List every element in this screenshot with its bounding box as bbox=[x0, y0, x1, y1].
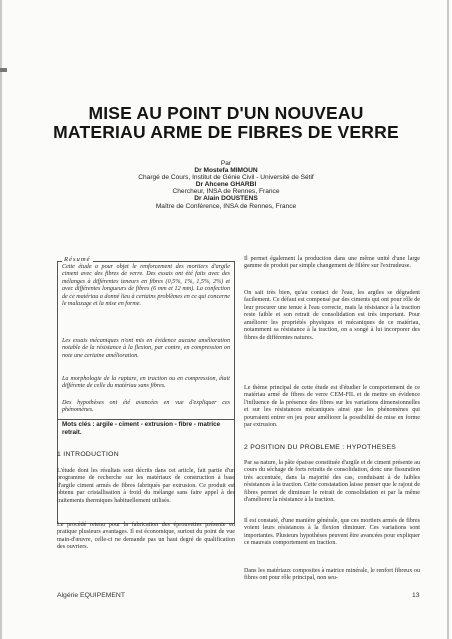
author2-name: Dr Ahcene GHARBI bbox=[195, 181, 257, 188]
right-paragraph-1: Il permet également la production dans une même unité d'une large gamme de produit par simple changement de filière sur l'extrudeuse. bbox=[244, 256, 420, 270]
right-paragraph-5: Il est constaté, d'une manière générale, que ces mortiers armés de fibres voient leurs résistances à la flexion diminuer. Ces variations sont importantes. Plusieurs hypothèses peuvent être avancées pour expliquer ce mauvais comportement en traction. bbox=[244, 518, 420, 547]
scan-right-edge bbox=[447, 0, 449, 639]
intro-heading: 1 INTRODUCTION bbox=[57, 451, 119, 458]
authors-par: Par bbox=[220, 160, 232, 167]
scan-left-edge bbox=[0, 0, 2, 639]
page-number: 13 bbox=[412, 592, 420, 599]
intro-paragraph-2: Le procédé retenu pour la fabrication des éprouvettes présente en pratique plusieurs avantages. Il est économique, surtout du point de vue main-d'œuvre, celle-ci ne demande pas un haut degré de qualification des ouvriers. bbox=[57, 522, 235, 551]
right-paragraph-4: Par sa nature, la pâte épaisse constituée d'argile et de ciment présente au cours du séchage de forts retraits de consolidation, donc une fissuration très accentuée, dans la majorité des cas, conduisant à de faibles résistances à la traction. Cette constatation laisse penser que le rajout de fibres permet de diminuer le retrait de consolidation et par la même d'améliorer la résistance à la traction. bbox=[244, 460, 420, 504]
right-paragraph-6: Dans les matériaux composites à matrice minérale, le renfort fibreux ou fibres ont pour rôle principal, non seu- bbox=[244, 568, 420, 582]
article-title-line2: MATERIAU ARME DE FIBRES DE VERRE bbox=[53, 122, 399, 142]
binding-mark bbox=[0, 68, 7, 72]
article-title-line1: MISE AU POINT D'UN NOUVEAU bbox=[88, 103, 364, 123]
author1-name: Dr Mostefa MIMOUN bbox=[194, 167, 258, 174]
section2-heading: 2 POSITION DU PROBLEME : HYPOTHESES bbox=[244, 444, 397, 451]
right-paragraph-2: On sait très bien, qu'au contact de l'eau, les argiles se dégradent facilement. Ce défaut est compensé par des ciments qui ont pour rôle de leur procurer une tenue à l'eau correcte, mais la résistance à la traction reste faible et son retrait de consolidation est très important. Pour améliorer les propriétés physiques et mécaniques de ce matériau, notamment sa résistance à la traction, on a songé à lui incorporer des fibres de différentes natures. bbox=[244, 290, 420, 341]
abstract-paragraph-4: Des hypothèses ont été avancées en vue d'expliquer ces phénomènes. bbox=[62, 400, 230, 414]
abstract-paragraph-1: Cette étude a pour objet le renforcement des mortiers d'argile ciment avec des fibres de verre. Des essais ont été faits avec des mélanges à différentes teneurs en fibres (0,5%, 1%, 1,5%, 2%) et avec différentes longueurs de fibres (6 mm et 12 mm). La confection de ce matériau a donné lieu à certains problèmes en ce qui concerne le malaxage et la mise en forme. bbox=[62, 264, 230, 308]
abstract-paragraph-3: La morphologie de la rupture, en traction ou en compression, était différente de celle du matériau sans fibres. bbox=[62, 376, 230, 390]
abstract-label: Résumé bbox=[64, 256, 91, 263]
author2-affiliation: Chercheur, INSA de Rennes, France bbox=[172, 188, 280, 195]
right-paragraph-3: Le thème principal de cette étude est d'étudier le comportement de ce matériau armé de fibres de verre CEM-FIL et de mettre en évidence l'influence de la présence des fibres sur les variations dimensionnelles et sur les résistances mécaniques ainsi que les phénomènes qui pourraient entrer en jeu pour améliorer la possibilité de mise en forme par extrusion. bbox=[244, 385, 420, 429]
intro-paragraph-1: L'étude dont les résultats sont décrits dans cet article, fait partie d'un programme de recherche sur les matériaux de construction à base d'argile ciment armés de fibres fabriqués par extrusion. Ce produit est obtenu par cristallisation à froid du mélange sans faire appel à des traitements thermiques habituellement utilisés. bbox=[57, 468, 235, 504]
author3-name: Dr Alain DOUSTENS bbox=[194, 195, 258, 202]
journal-name: Algérie EQUIPEMENT bbox=[57, 592, 125, 599]
abstract-paragraph-2: Les essais mécaniques n'ont mis en évidence aucune amélioration notable de la résistance à la flexion, par contre, en compression on note une certaine amélioration. bbox=[62, 338, 230, 359]
author3-affiliation: Maître de Conférence, INSA de Rennes, France bbox=[155, 203, 297, 210]
keywords: Mots clés : argile - ciment - extrusion - fibre - matrice retrait. bbox=[62, 421, 221, 436]
keywords-rule bbox=[58, 419, 234, 420]
author1-affiliation: Chargé de Cours, Institut de Génie Civil - Université de Sétif bbox=[138, 174, 314, 181]
